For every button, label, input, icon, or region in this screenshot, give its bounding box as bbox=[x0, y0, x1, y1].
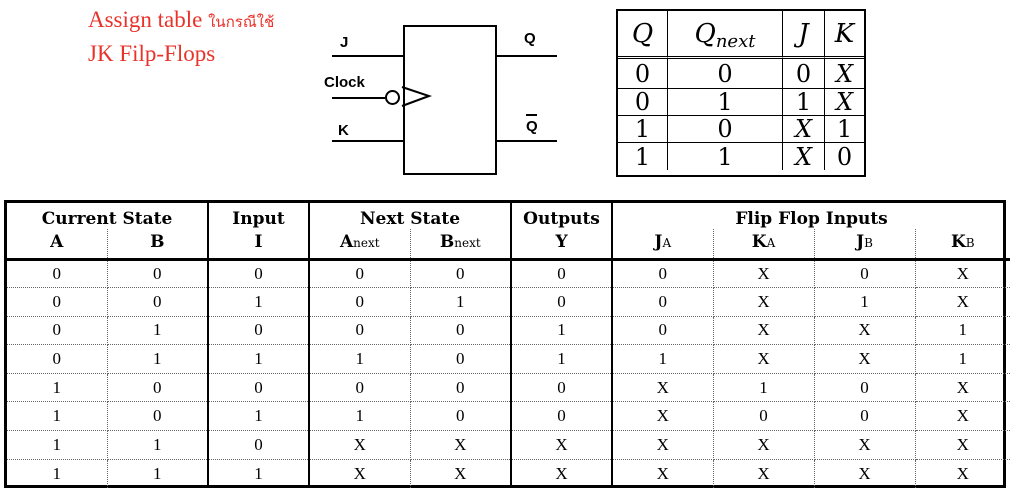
table-cell: X bbox=[713, 345, 814, 374]
table-cell: X bbox=[410, 459, 511, 488]
table-cell: 0 bbox=[208, 373, 309, 402]
col-jb: JB bbox=[814, 229, 915, 259]
table-cell: 0 bbox=[511, 259, 612, 288]
table-cell: X bbox=[915, 259, 1010, 288]
jk-cell: X bbox=[783, 143, 825, 170]
table-cell: 0 bbox=[7, 316, 107, 345]
table-cell: 0 bbox=[309, 288, 410, 317]
table-cell: 1 bbox=[915, 345, 1010, 374]
jk-cell: 1 bbox=[825, 116, 864, 143]
j-input-label: J bbox=[340, 34, 349, 51]
jk-cell: X bbox=[783, 116, 825, 143]
title-thai: ในกรณีใช้ bbox=[208, 13, 275, 31]
table-row bbox=[7, 431, 1010, 460]
table-cell: X bbox=[814, 316, 915, 345]
table-row bbox=[7, 259, 1010, 288]
clock-label: Clock bbox=[324, 74, 365, 91]
table-cell: 1 bbox=[107, 459, 208, 488]
table-row bbox=[7, 345, 1010, 374]
q-output-label: Q bbox=[524, 30, 536, 47]
table-cell: X bbox=[915, 288, 1010, 317]
jk-cell: 0 bbox=[783, 59, 825, 89]
table-cell: X bbox=[713, 288, 814, 317]
table-cell: 1 bbox=[309, 345, 410, 374]
qbar-output-label: Q bbox=[526, 118, 538, 135]
group-outputs: Outputs bbox=[511, 203, 612, 229]
table-cell: 0 bbox=[107, 402, 208, 431]
clock-inversion-bubble bbox=[385, 90, 400, 105]
table-cell: 0 bbox=[7, 288, 107, 317]
jk-cell: 0 bbox=[668, 59, 783, 89]
table-cell: 1 bbox=[713, 373, 814, 402]
table-cell: X bbox=[915, 431, 1010, 460]
table-cell: 1 bbox=[208, 459, 309, 488]
table-cell: 0 bbox=[208, 316, 309, 345]
table-cell: X bbox=[410, 431, 511, 460]
table-cell: 0 bbox=[814, 259, 915, 288]
clock-wire bbox=[332, 97, 385, 99]
table-cell: X bbox=[713, 459, 814, 488]
table-cell: X bbox=[713, 316, 814, 345]
table-cell: 0 bbox=[410, 373, 511, 402]
table-cell: X bbox=[713, 431, 814, 460]
table-cell: 0 bbox=[511, 402, 612, 431]
jk-cell: X bbox=[825, 89, 864, 116]
table-cell: 1 bbox=[7, 402, 107, 431]
table-cell: 0 bbox=[309, 316, 410, 345]
table-cell: 0 bbox=[107, 373, 208, 402]
clock-triangle-icon bbox=[401, 86, 433, 110]
table-cell: 0 bbox=[107, 259, 208, 288]
col-i: I bbox=[208, 229, 309, 259]
q-wire bbox=[497, 55, 557, 57]
jk-cell: X bbox=[825, 59, 864, 89]
qbar-overline bbox=[526, 114, 537, 116]
table-cell: 1 bbox=[814, 288, 915, 317]
table-cell: X bbox=[612, 373, 713, 402]
jk-header-qnext: Q $_{next}$ bbox=[668, 11, 783, 59]
table-cell: 0 bbox=[814, 373, 915, 402]
jk-cell: 1 bbox=[618, 116, 668, 143]
table-cell: 0 bbox=[7, 345, 107, 374]
title-line2: JK Filp-Flops bbox=[88, 41, 216, 66]
table-cell: 0 bbox=[612, 259, 713, 288]
table-cell: 0 bbox=[7, 259, 107, 288]
table-cell: 1 bbox=[410, 288, 511, 317]
col-ja: JA bbox=[612, 229, 713, 259]
table-cell: 0 bbox=[410, 402, 511, 431]
table-cell: 0 bbox=[208, 431, 309, 460]
table-cell: X bbox=[814, 431, 915, 460]
table-cell: 0 bbox=[612, 316, 713, 345]
table-cell: 0 bbox=[208, 259, 309, 288]
table-cell: X bbox=[956, 463, 969, 483]
table-cell: 1 bbox=[208, 288, 309, 317]
table-cell: 1 bbox=[107, 316, 208, 345]
table-cell: X bbox=[612, 402, 713, 431]
table-cell: X bbox=[612, 431, 713, 460]
group-input: Input bbox=[208, 203, 309, 229]
table-cell: X bbox=[511, 459, 612, 488]
k-input-label: K bbox=[338, 122, 349, 139]
table-cell: 0 bbox=[511, 288, 612, 317]
table-cell: 1 bbox=[511, 316, 612, 345]
k-wire bbox=[332, 140, 403, 142]
table-row bbox=[7, 316, 1010, 345]
table-row bbox=[7, 459, 1010, 488]
jk-excitation-table bbox=[616, 9, 866, 177]
table-cell: X bbox=[309, 459, 410, 488]
state-assignment-table bbox=[4, 200, 1006, 488]
jk-flipflop-symbol bbox=[320, 20, 570, 180]
table-cell: 0 bbox=[410, 259, 511, 288]
table-cell: 1 bbox=[208, 402, 309, 431]
qbar-wire bbox=[497, 140, 557, 142]
table-cell: X bbox=[511, 431, 612, 460]
jk-cell: 1 bbox=[668, 143, 783, 170]
table-cell: X bbox=[915, 402, 1010, 431]
table-cell: 0 bbox=[309, 373, 410, 402]
table-cell: 1 bbox=[107, 431, 208, 460]
group-next-state: Next State bbox=[309, 203, 511, 229]
table-cell: 1 bbox=[612, 345, 713, 374]
table-cell: X bbox=[713, 259, 814, 288]
page-title bbox=[88, 4, 274, 69]
table-row bbox=[7, 402, 1010, 431]
col-y: Y bbox=[511, 229, 612, 259]
table-cell: 1 bbox=[511, 345, 612, 374]
col-b: B bbox=[107, 229, 208, 259]
jk-cell: 1 bbox=[668, 89, 783, 116]
j-wire bbox=[332, 55, 403, 57]
col-anext: Anext bbox=[309, 229, 410, 259]
table-cell: 0 bbox=[410, 345, 511, 374]
table-cell: 1 bbox=[208, 345, 309, 374]
col-ka: KA bbox=[713, 229, 814, 259]
table-cell: X bbox=[309, 431, 410, 460]
table-cell: 0 bbox=[511, 373, 612, 402]
table-row bbox=[7, 288, 1010, 317]
jk-header-k: K bbox=[825, 11, 864, 59]
table-cell: 0 bbox=[107, 288, 208, 317]
jk-cell: 1 bbox=[618, 143, 668, 170]
table-cell: X bbox=[814, 459, 915, 488]
jk-header-q: Q bbox=[618, 11, 668, 59]
title-line1: Assign table bbox=[88, 7, 203, 32]
table-cell: X bbox=[915, 373, 1010, 402]
group-current-state: Current State bbox=[7, 203, 208, 229]
table-cell: 1 bbox=[7, 373, 107, 402]
table-cell: 1 bbox=[915, 316, 1010, 345]
table-cell: 0 bbox=[814, 402, 915, 431]
table-cell: 0 bbox=[309, 259, 410, 288]
jk-cell: 0 bbox=[618, 89, 668, 116]
col-kb: KB bbox=[950, 232, 975, 252]
table-cell: 0 bbox=[410, 316, 511, 345]
jk-header-j: J bbox=[783, 11, 825, 59]
table-cell: 1 bbox=[7, 459, 107, 488]
table-cell: 0 bbox=[612, 288, 713, 317]
jk-cell: 0 bbox=[668, 116, 783, 143]
table-cell: 1 bbox=[309, 402, 410, 431]
table-cell: 1 bbox=[7, 431, 107, 460]
group-flipflop-inputs: Flip Flop Inputs bbox=[735, 209, 888, 229]
table-cell: 1 bbox=[107, 345, 208, 374]
jk-cell: 1 bbox=[783, 89, 825, 116]
jk-cell: 0 bbox=[618, 59, 668, 89]
table-cell: X bbox=[814, 345, 915, 374]
col-bnext: Bnext bbox=[410, 229, 511, 259]
table-cell: X bbox=[612, 459, 713, 488]
jk-cell: 0 bbox=[836, 142, 853, 171]
table-cell: 0 bbox=[713, 402, 814, 431]
table-row bbox=[7, 373, 1010, 402]
col-a: A bbox=[7, 229, 107, 259]
